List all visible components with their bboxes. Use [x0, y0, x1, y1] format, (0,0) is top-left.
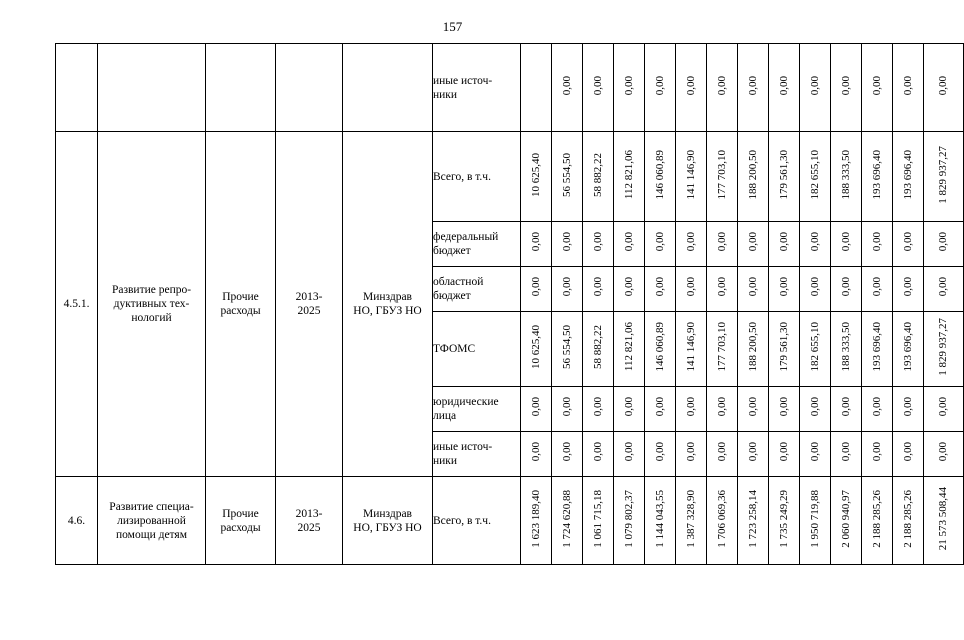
value-cell: [893, 222, 924, 267]
value-cell: [831, 387, 862, 432]
value-cell: [707, 132, 738, 222]
value-cell-text: 0,00: [808, 442, 821, 462]
value-cell-text: 0,00: [808, 232, 821, 252]
value-cell-text: 0,00: [529, 232, 542, 252]
value-cell-text: 1 079 802,37: [622, 489, 635, 548]
value-cell-text: 2 188 285,26: [870, 489, 883, 548]
value-cell: [831, 477, 862, 565]
value-cell: [521, 432, 552, 477]
value-cell: [893, 132, 924, 222]
value-cell-text: 0,00: [622, 277, 635, 297]
value-cell: [893, 267, 924, 312]
value-cell-text: 177 703,10: [715, 322, 728, 372]
value-cell-text: 188 200,50: [746, 149, 759, 200]
value-cell-text: 193 696,40: [901, 322, 914, 372]
value-cell-text: 146 060,89: [653, 322, 666, 372]
value-cell-text: 0,00: [937, 442, 949, 462]
value-cell: [893, 44, 924, 132]
value-cell: [738, 477, 769, 565]
value-cell: [614, 477, 645, 565]
value-cell-text: 0,00: [937, 277, 949, 297]
value-cell-text: 0,00: [622, 442, 635, 462]
value-cell: [645, 387, 676, 432]
value-cell-text: 1 061 715,18: [591, 489, 604, 548]
value-cell-text: 0,00: [529, 277, 542, 297]
value-cell: [583, 222, 614, 267]
value-cell: [769, 477, 800, 565]
value-cell-text: 0,00: [715, 442, 728, 462]
value-cell: [676, 477, 707, 565]
value-cell: [800, 44, 831, 132]
value-cell-text: 0,00: [560, 442, 573, 462]
source-cell: юридические лица: [433, 387, 521, 432]
value-cell-text: 0,00: [746, 442, 759, 462]
value-cell: [893, 312, 924, 387]
value-cell: [800, 312, 831, 387]
value-cell-text: 0,00: [901, 277, 914, 297]
value-cell-text: 0,00: [839, 232, 852, 252]
item-name: Развитие специа- лизированной помощи детям: [98, 477, 206, 565]
value-cell-text: 0,00: [591, 232, 604, 252]
value-cell-text: 0,00: [653, 75, 666, 96]
value-cell-text: 0,00: [560, 397, 573, 417]
value-cell-text: 0,00: [715, 232, 728, 252]
value-cell: [645, 44, 676, 132]
value-cell-text: 0,00: [560, 232, 573, 252]
table-row: [56, 44, 964, 132]
value-cell-text: 0,00: [746, 232, 759, 252]
expense-type: Прочие расходы: [206, 132, 276, 477]
value-cell: [552, 267, 583, 312]
source-cell: Всего, в т.ч.: [433, 477, 521, 565]
value-cell: [676, 387, 707, 432]
value-cell: [521, 387, 552, 432]
value-cell-text: 10 625,40: [529, 152, 542, 197]
value-cell: [645, 222, 676, 267]
value-cell-text: 0,00: [622, 397, 635, 417]
value-cell: [800, 222, 831, 267]
value-cell-text: 0,00: [870, 232, 883, 252]
value-cell-text: 0,00: [808, 397, 821, 417]
value-cell: [552, 222, 583, 267]
value-cell-text: 0,00: [839, 442, 852, 462]
value-cell: [707, 432, 738, 477]
value-cell: [769, 387, 800, 432]
value-cell-text: 0,00: [529, 397, 542, 417]
code-cell: [56, 44, 98, 132]
value-cell-text: 21 573 508,44: [937, 486, 949, 551]
value-cell-text: 0,00: [715, 397, 728, 417]
value-cell-text: 0,00: [777, 397, 790, 417]
value-cell-text: 1 950 719,88: [808, 489, 821, 548]
value-cell: [862, 477, 893, 565]
budget-table: [55, 43, 964, 565]
value-cell-text: 56 554,50: [560, 152, 573, 197]
value-cell-text: 0,00: [653, 232, 666, 252]
value-cell-text: 0,00: [653, 277, 666, 297]
value-cell: [893, 432, 924, 477]
value-cell: [924, 432, 964, 477]
source-cell: Всего, в т.ч.: [433, 132, 521, 222]
value-cell-text: 0,00: [653, 397, 666, 417]
value-cell: [707, 44, 738, 132]
value-cell: [893, 387, 924, 432]
value-cell-text: 0,00: [622, 232, 635, 252]
value-cell: [800, 267, 831, 312]
value-cell-text: 0,00: [591, 442, 604, 462]
value-cell: [924, 387, 964, 432]
value-cell: [738, 267, 769, 312]
value-cell: [738, 387, 769, 432]
value-cell: [521, 267, 552, 312]
value-cell-text: 1 706 069,36: [715, 489, 728, 548]
value-cell: [521, 477, 552, 565]
value-cell: [831, 132, 862, 222]
value-cell-text: 0,00: [937, 75, 949, 96]
value-cell: [552, 477, 583, 565]
expense-type-cell: [206, 44, 276, 132]
value-cell-text: 2 188 285,26: [901, 489, 914, 548]
value-cell-text: 188 333,50: [839, 322, 852, 372]
value-cell: [831, 312, 862, 387]
value-cell-text: 1 829 937,27: [937, 145, 949, 204]
value-cell-text: 193 696,40: [870, 322, 883, 372]
value-cell: [676, 44, 707, 132]
value-cell: [521, 222, 552, 267]
value-cell: [645, 312, 676, 387]
value-cell: [552, 44, 583, 132]
value-cell-text: 112 821,06: [622, 149, 635, 200]
source-cell: ТФОМС: [433, 312, 521, 387]
value-cell-text: 0,00: [839, 75, 852, 96]
value-cell-text: 0,00: [684, 75, 697, 96]
value-cell: [645, 267, 676, 312]
value-cell-text: 0,00: [591, 75, 604, 96]
value-cell: [707, 477, 738, 565]
value-cell-text: 1 144 043,55: [653, 489, 666, 548]
value-cell: [552, 132, 583, 222]
value-cell-text: 0,00: [870, 277, 883, 297]
value-cell: [924, 312, 964, 387]
value-cell: [614, 432, 645, 477]
value-cell-text: 182 655,10: [808, 149, 821, 200]
value-cell-text: 0,00: [901, 75, 914, 96]
value-cell: [738, 222, 769, 267]
value-cell: [521, 44, 552, 132]
period: 2013- 2025: [276, 132, 343, 477]
value-cell: [707, 222, 738, 267]
value-cell: [738, 312, 769, 387]
value-cell-text: 179 561,30: [777, 149, 790, 200]
value-cell-text: 0,00: [746, 277, 759, 297]
value-cell: [924, 477, 964, 565]
value-cell-text: 0,00: [777, 442, 790, 462]
value-cell-text: 0,00: [560, 277, 573, 297]
source-cell: областной бюджет: [433, 267, 521, 312]
value-cell: [583, 432, 614, 477]
value-cell-text: 0,00: [839, 397, 852, 417]
value-cell: [552, 387, 583, 432]
value-cell-text: 0,00: [529, 442, 542, 462]
page-number: 157: [442, 19, 463, 34]
value-cell: [676, 267, 707, 312]
value-cell: [924, 44, 964, 132]
item-code: 4.5.1.: [56, 132, 98, 477]
table-row: [56, 477, 964, 565]
value-cell: [924, 222, 964, 267]
value-cell-text: 193 696,40: [901, 149, 914, 200]
value-cell-text: 1 829 937,27: [937, 318, 949, 376]
value-cell-text: 188 333,50: [839, 149, 852, 200]
value-cell: [707, 267, 738, 312]
value-cell-text: 0,00: [777, 75, 790, 96]
item-code: 4.6.: [56, 477, 98, 565]
value-cell-text: 0,00: [808, 277, 821, 297]
value-cell: [676, 432, 707, 477]
executor-cell: [343, 44, 433, 132]
value-cell-text: 1 723 258,14: [746, 489, 759, 548]
value-cell-text: 1 724 620,88: [560, 489, 573, 548]
item-name: Развитие репро- дуктивных тех- нологий: [98, 132, 206, 477]
value-cell: [862, 44, 893, 132]
value-cell: [738, 44, 769, 132]
value-cell-text: 0,00: [839, 277, 852, 297]
table-row: [56, 132, 964, 222]
value-cell: [583, 387, 614, 432]
value-cell-text: 0,00: [901, 232, 914, 252]
value-cell-text: 0,00: [870, 75, 883, 96]
value-cell: [614, 387, 645, 432]
value-cell: [769, 222, 800, 267]
value-cell-text: 0,00: [901, 397, 914, 417]
value-cell: [583, 267, 614, 312]
value-cell-text: 182 655,10: [808, 322, 821, 372]
value-cell: [707, 387, 738, 432]
value-cell-text: 141 146,90: [684, 149, 697, 200]
value-cell: [521, 132, 552, 222]
period: 2013- 2025: [276, 477, 343, 565]
value-cell: [614, 222, 645, 267]
executor: Минздрав НО, ГБУЗ НО: [343, 132, 433, 477]
value-cell: [676, 222, 707, 267]
value-cell-text: 0,00: [715, 277, 728, 297]
value-cell: [676, 312, 707, 387]
value-cell: [614, 132, 645, 222]
value-cell-text: 0,00: [591, 277, 604, 297]
value-cell-text: 0,00: [937, 397, 949, 417]
value-cell-text: 0,00: [560, 75, 573, 96]
value-cell-text: 0,00: [684, 277, 697, 297]
value-cell: [800, 477, 831, 565]
value-cell: [645, 132, 676, 222]
value-cell: [831, 432, 862, 477]
value-cell: [552, 432, 583, 477]
value-cell: [583, 477, 614, 565]
value-cell: [862, 132, 893, 222]
value-cell-text: 0,00: [870, 397, 883, 417]
value-cell-text: 177 703,10: [715, 149, 728, 200]
value-cell: [924, 267, 964, 312]
value-cell: [614, 312, 645, 387]
value-cell: [707, 312, 738, 387]
value-cell: [862, 387, 893, 432]
value-cell: [862, 267, 893, 312]
value-cell-text: 0,00: [937, 232, 949, 252]
value-cell-text: 56 554,50: [560, 325, 573, 369]
value-cell: [769, 312, 800, 387]
value-cell-text: 58 882,22: [591, 152, 604, 197]
value-cell-text: 1 387 328,90: [684, 489, 697, 548]
value-cell: [769, 432, 800, 477]
value-cell: [769, 44, 800, 132]
value-cell: [831, 267, 862, 312]
value-cell-text: 10 625,40: [529, 325, 542, 369]
executor: Минздрав НО, ГБУЗ НО: [343, 477, 433, 565]
value-cell: [521, 312, 552, 387]
value-cell: [583, 132, 614, 222]
value-cell: [831, 222, 862, 267]
value-cell-text: 112 821,06: [622, 322, 635, 372]
value-cell-text: 0,00: [653, 442, 666, 462]
value-cell-text: 0,00: [622, 75, 635, 96]
source-cell: федеральный бюджет: [433, 222, 521, 267]
source-cell: иные источ- ники: [433, 44, 521, 132]
value-cell: [831, 44, 862, 132]
value-cell: [800, 387, 831, 432]
value-cell: [800, 132, 831, 222]
value-cell-text: 0,00: [870, 442, 883, 462]
value-cell-text: 146 060,89: [653, 149, 666, 200]
value-cell: [862, 222, 893, 267]
value-cell-text: 179 561,30: [777, 322, 790, 372]
value-cell: [769, 132, 800, 222]
value-cell: [769, 267, 800, 312]
value-cell-text: 0,00: [901, 442, 914, 462]
value-cell-text: 0,00: [715, 75, 728, 96]
value-cell: [924, 132, 964, 222]
expense-type: Прочие расходы: [206, 477, 276, 565]
value-cell: [800, 432, 831, 477]
value-cell: [583, 312, 614, 387]
value-cell: [738, 432, 769, 477]
value-cell-text: 0,00: [746, 75, 759, 96]
value-cell: [862, 432, 893, 477]
value-cell: [583, 44, 614, 132]
value-cell: [738, 132, 769, 222]
source-cell: иные источ- ники: [433, 432, 521, 477]
value-cell: [614, 44, 645, 132]
value-cell-text: 0,00: [777, 277, 790, 297]
value-cell: [614, 267, 645, 312]
value-cell-text: 193 696,40: [870, 149, 883, 200]
value-cell-text: 0,00: [684, 232, 697, 252]
value-cell-text: 2 060 940,97: [839, 489, 852, 548]
value-cell-text: 0,00: [684, 397, 697, 417]
value-cell-text: 0,00: [684, 442, 697, 462]
value-cell-text: 141 146,90: [684, 322, 697, 372]
value-cell-text: 0,00: [777, 232, 790, 252]
value-cell-text: 0,00: [591, 397, 604, 417]
value-cell-text: 58 882,22: [591, 325, 604, 369]
value-cell: [552, 312, 583, 387]
value-cell: [893, 477, 924, 565]
value-cell-text: 0,00: [746, 397, 759, 417]
period-cell: [276, 44, 343, 132]
value-cell-text: 188 200,50: [746, 322, 759, 372]
value-cell-text: 1 623 189,40: [529, 489, 542, 548]
name-cell: [98, 44, 206, 132]
value-cell: [645, 477, 676, 565]
value-cell: [862, 312, 893, 387]
value-cell-text: 0,00: [808, 75, 821, 96]
value-cell: [676, 132, 707, 222]
value-cell: [645, 432, 676, 477]
value-cell-text: 1 735 249,29: [777, 489, 790, 548]
